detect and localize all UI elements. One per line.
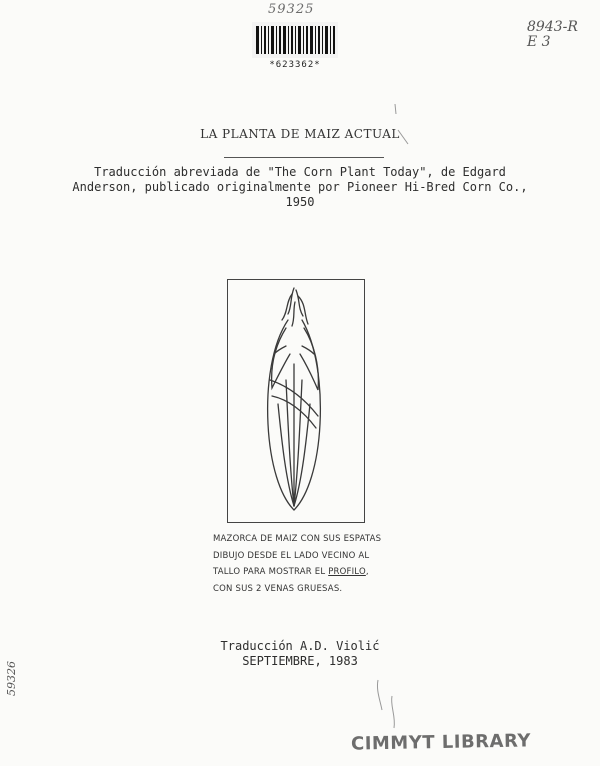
caption-underlined-word: PROFILO: [328, 567, 366, 577]
date-line: SEPTIEMBRE, 1983: [242, 654, 358, 668]
handwritten-reference-note: [527, 20, 578, 50]
barcode: [252, 22, 338, 58]
stray-pencil-mark: [392, 100, 412, 150]
reference-note-line-1: 8943-R: [527, 19, 578, 35]
reference-note-line-2: E 3: [527, 34, 551, 50]
translation-note: Traducción abreviada de "The Corn Plant Today", de Edgard Anderson, publicado originalmente por Pioneer Hi-Bred Corn Co., 1950: [72, 165, 528, 209]
faint-pencil-scribble: [370, 676, 410, 736]
translation-credit: [0, 639, 600, 669]
handwritten-catalog-number: 59325: [268, 2, 315, 17]
figure-caption: [213, 531, 413, 597]
caption-line-1: MAZORCA DE MAIZ CON SUS ESPATAS: [213, 534, 382, 544]
corn-ear-illustration: [248, 284, 344, 516]
document-title: LA PLANTA DE MAIZ ACTUAL: [200, 127, 400, 141]
caption-line-3-comma: ,: [365, 567, 369, 577]
barcode-number: *623362*: [269, 60, 321, 70]
caption-line-2: DIBUJO DESDE EL LADO VECINO AL: [213, 550, 370, 561]
translator-line: Traducción A.D. Violić: [220, 639, 380, 653]
handwritten-side-number: 59326: [5, 661, 18, 696]
title-divider: [224, 157, 384, 158]
library-stamp: CIMMYT LIBRARY: [350, 730, 532, 755]
caption-line-3-text: TALLO PARA MOSTRAR EL: [213, 567, 329, 577]
caption-line-3: [213, 564, 413, 581]
caption-line-4: CON SUS 2 VENAS GRUESAS.: [213, 583, 343, 594]
